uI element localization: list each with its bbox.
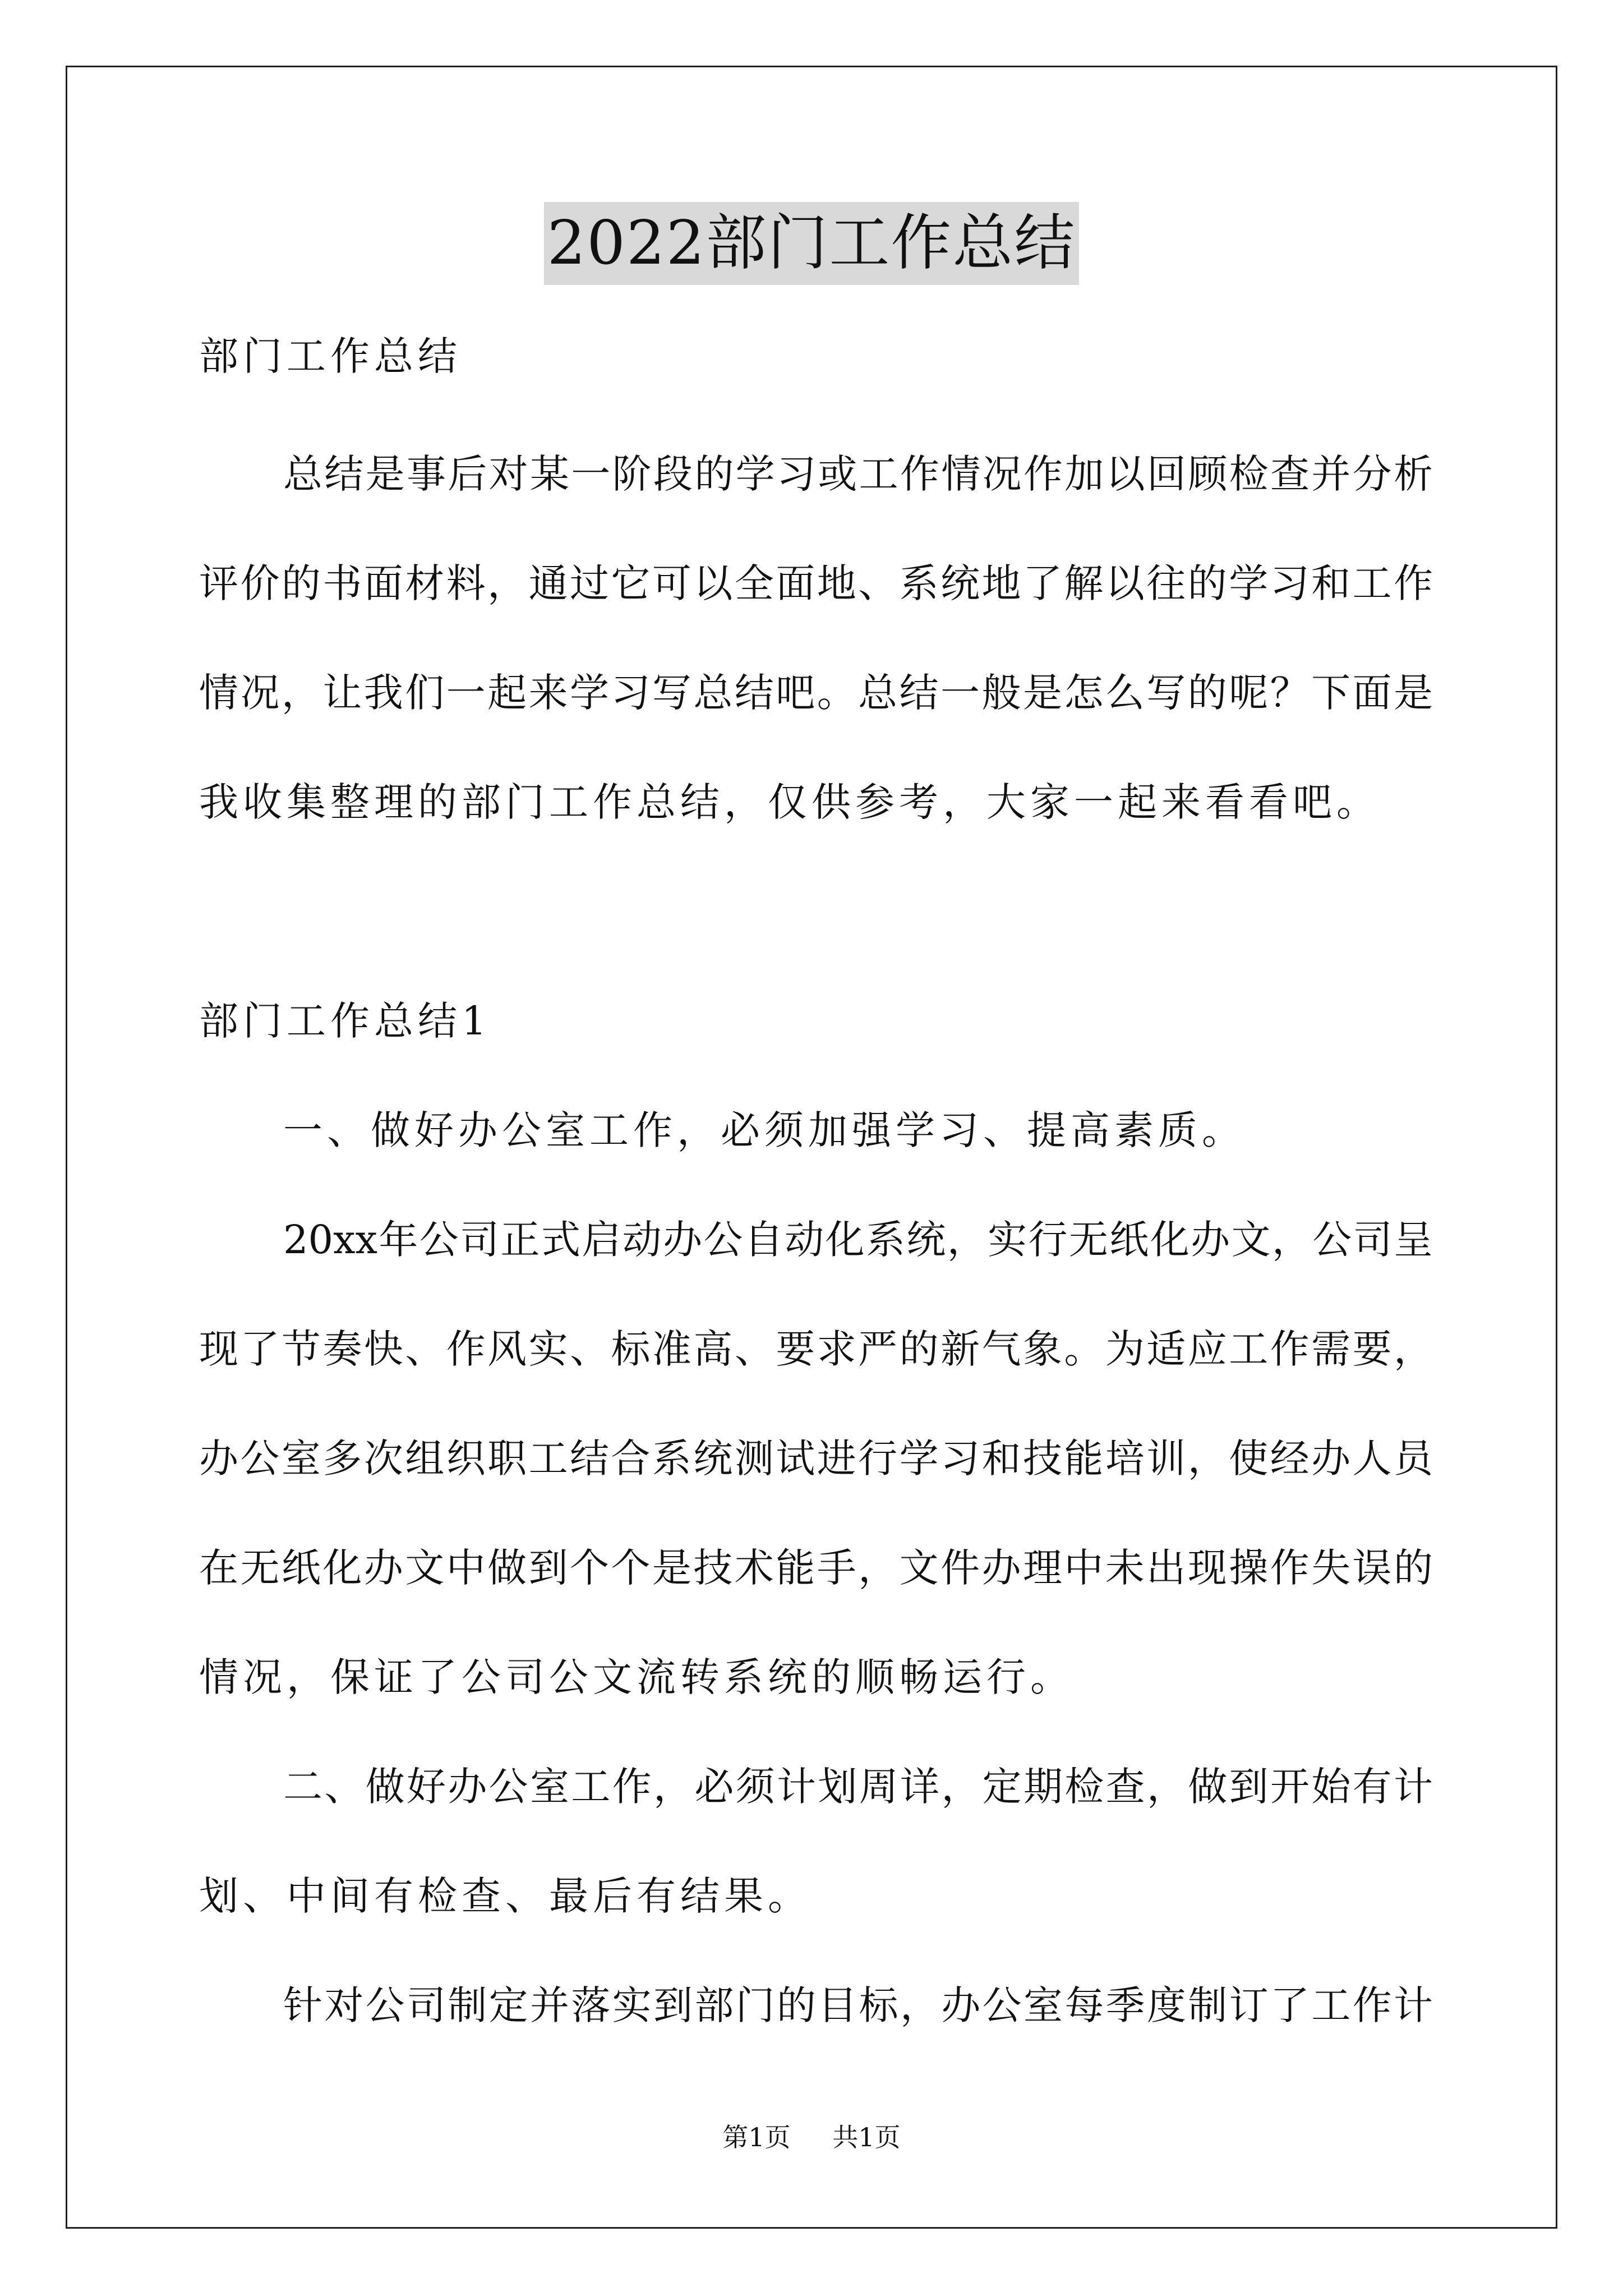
paragraph-line: 评价的书面材料，通过它可以全面地、系统地了解以往的学习和工作 xyxy=(199,560,1433,606)
paragraph-line: 20xx年公司正式启动办公自动化系统，实行无纸化办文，公司呈 xyxy=(283,1217,1433,1263)
paragraph-line: 在无纸化办文中做到个个是技术能手，文件办理中未出现操作失误的 xyxy=(199,1545,1433,1591)
paragraph-line: 针对公司制定并落实到部门的目标，办公室每季度制订了工作计 xyxy=(283,1982,1433,2028)
paragraph-line: 总结是事后对某一阶段的学习或工作情况作加以回顾检查并分析 xyxy=(283,451,1433,497)
paragraph-line: 情况，让我们一起来学习写总结吧。总结一般是怎么写的呢？下面是 xyxy=(199,670,1433,716)
paragraph-line: 一、做好办公室工作，必须加强学习、提高素质。 xyxy=(283,1107,1246,1153)
section-heading: 部门工作总结1 xyxy=(199,998,491,1044)
paragraph-line: 情况，保证了公司公文流转系统的顺畅运行。 xyxy=(199,1654,1074,1700)
title-wrapper xyxy=(0,202,1623,285)
document-title: 2022部门工作总结 xyxy=(544,202,1080,285)
paragraph-line: 我收集整理的部门工作总结，仅供参考，大家一起来看看吧。 xyxy=(199,779,1380,825)
paragraph-line: 划、中间有检查、最后有结果。 xyxy=(199,1873,811,1919)
page-number-current: 第1页 xyxy=(722,2122,791,2152)
section-heading: 部门工作总结 xyxy=(199,333,462,379)
paragraph-line: 现了节奏快、作风实、标准高、要求严的新气象。为适应工作需要， xyxy=(199,1326,1433,1372)
paragraph-line: 办公室多次组织职工结合系统测试进行学习和技能培训，使经办人员 xyxy=(199,1435,1433,1481)
page-footer xyxy=(0,2120,1623,2154)
page-number-total: 共1页 xyxy=(832,2122,901,2152)
paragraph-line: 二、做好办公室工作，必须计划周详，定期检查，做到开始有计 xyxy=(283,1764,1433,1810)
